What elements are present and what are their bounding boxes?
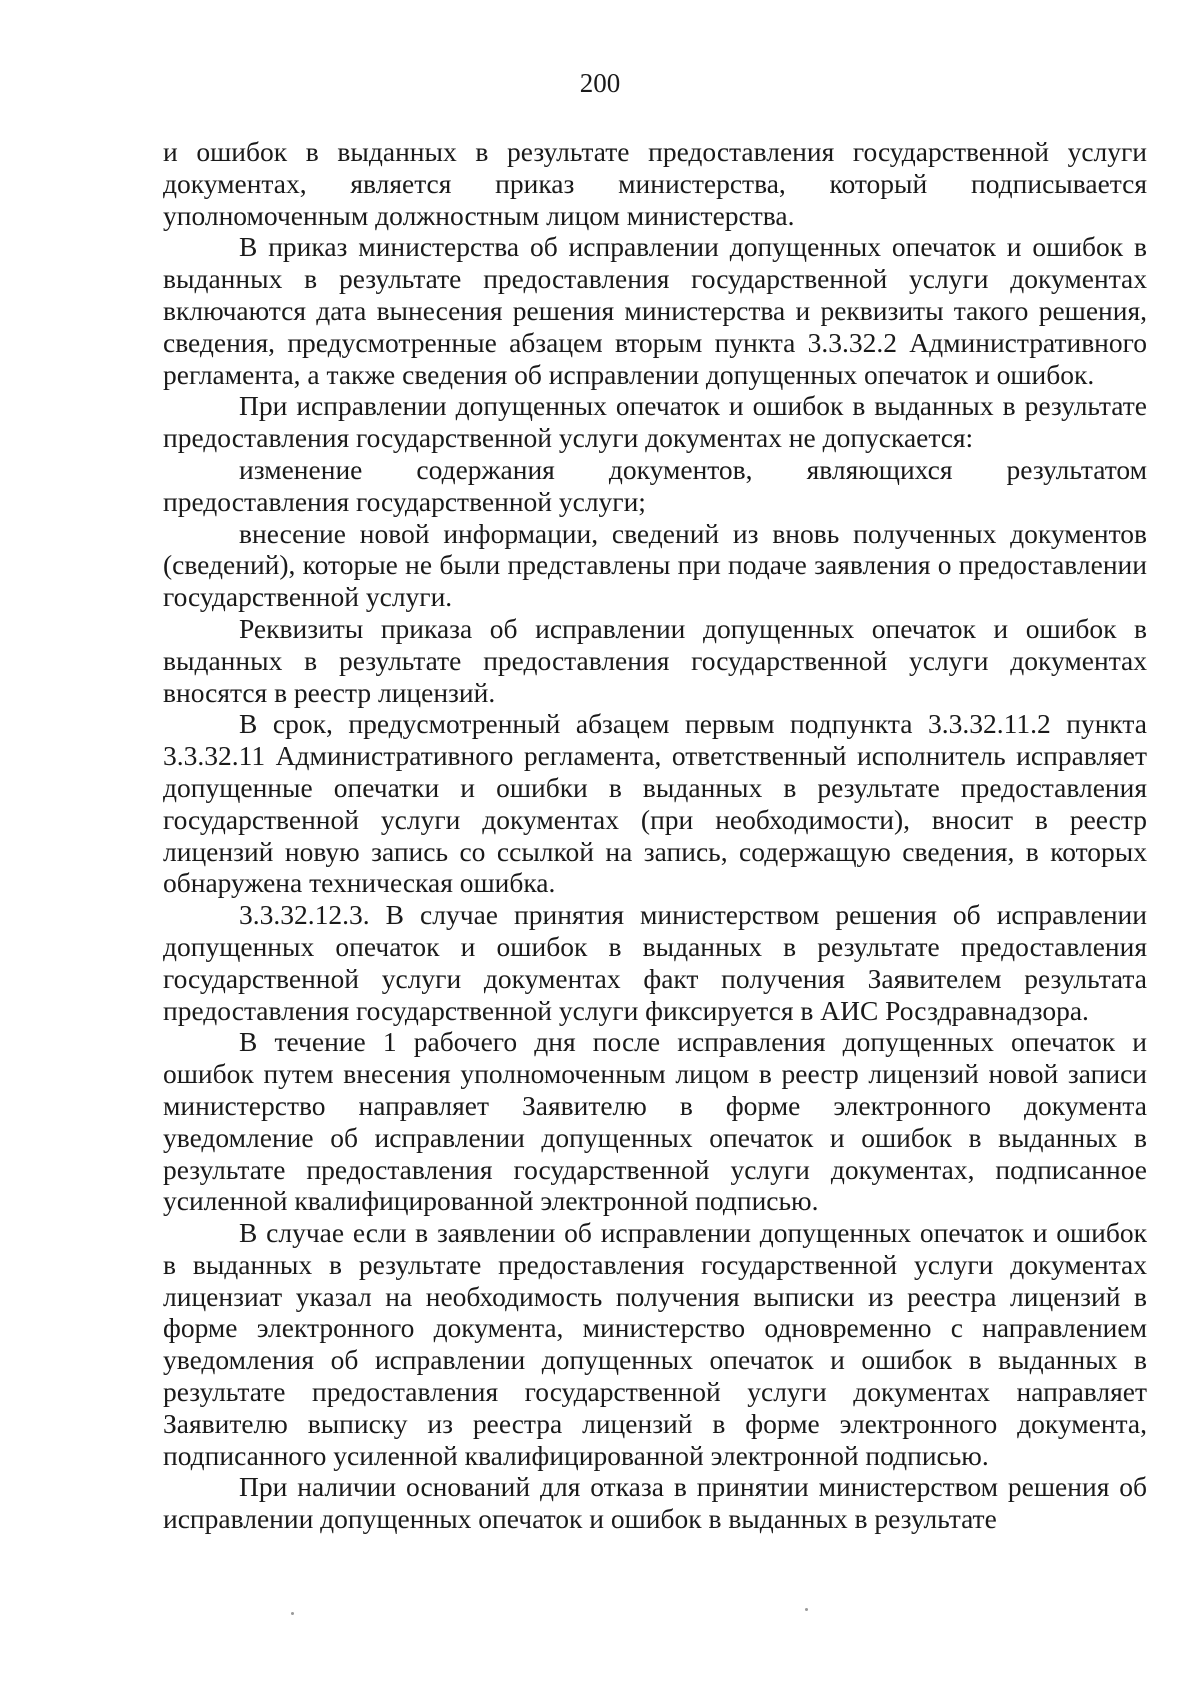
paragraph-registry-extract: В случае если в заявлении об исправлении допущенных опечаток и ошибок в выданных в результате предоставления государственной услуги документах лицензиат указал на необходимость получения выписки из реестра лицензий в форме электронного документа, министерство одновременно с направлением уведомления об исправлении допущенных опечаток и ошибок в выданных в результате предоставления государственной услуги документах направляет Заявителю выписку из реестра лицензий в форме электронного документа, подписанного усиленной квалифицированной электронной подписью.	[163, 1217, 1147, 1471]
paragraph-notification: В течение 1 рабочего дня после исправления допущенных опечаток и ошибок путем внесения уполномоченным лицом в реестр лицензий новой записи министерство направляет Заявителю в форме электронного документа уведомление об исправлении допущенных опечаток и ошибок в выданных в результате предоставления государственной услуги документах, подписанное усиленной квалифицированной электронной подписью.	[163, 1026, 1147, 1217]
document-body	[163, 136, 1147, 1535]
paragraph-section-3-3-32-12-3: 3.3.32.12.3. В случае принятия министерством решения об исправлении допущенных опечаток и ошибок в выданных в результате предоставления государственной услуги документах факт получения Заявителем результата предоставления государственной услуги фиксируется в АИС Росздравнадзора.	[163, 899, 1147, 1026]
scan-speck	[291, 1612, 294, 1615]
scan-speck	[805, 1608, 808, 1611]
paragraph-not-allowed-item-2: внесение новой информации, сведений из вновь полученных документов (сведений), которые не были представлены при подаче заявления о предоставлении государственной услуги.	[163, 517, 1147, 613]
paragraph-not-allowed-intro: При исправлении допущенных опечаток и ошибок в выданных в результате предоставления государственной услуги документах не допускается:	[163, 390, 1147, 454]
page-number: 200	[579, 68, 621, 98]
paragraph-not-allowed-item-1: изменение содержания документов, являющихся результатом предоставления государственной услуги;	[163, 453, 1147, 517]
paragraph-deadline: В срок, предусмотренный абзацем первым подпункта 3.3.32.11.2 пункта 3.3.32.11 Административного регламента, ответственный исполнитель исправляет допущенные опечатки и ошибки в выданных в результате предоставления государственной услуги документах (при необходимости), вносит в реестр лицензий новую запись со ссылкой на запись, содержащую сведения, в которых обнаружена техническая ошибка.	[163, 708, 1147, 899]
paragraph-refusal-grounds: При наличии оснований для отказа в принятии министерством решения об исправлении допущенных опечаток и ошибок в выданных в результате	[163, 1471, 1147, 1535]
paragraph-order-contents: В приказ министерства об исправлении допущенных опечаток и ошибок в выданных в результате предоставления государственной услуги документах включаются дата вынесения решения министерства и реквизиты такого решения, сведения, предусмотренные абзацем вторым пункта 3.3.32.2 Административного регламента, а также сведения об исправлении допущенных опечаток и ошибок.	[163, 231, 1147, 390]
paragraph-continuation: и ошибок в выданных в результате предоставления государственной услуги документах, является приказ министерства, который подписывается уполномоченным должностным лицом министерства.	[163, 136, 1147, 231]
paragraph-order-details: Реквизиты приказа об исправлении допущенных опечаток и ошибок в выданных в результате предоставления государственной услуги документах вносятся в реестр лицензий.	[163, 612, 1147, 708]
